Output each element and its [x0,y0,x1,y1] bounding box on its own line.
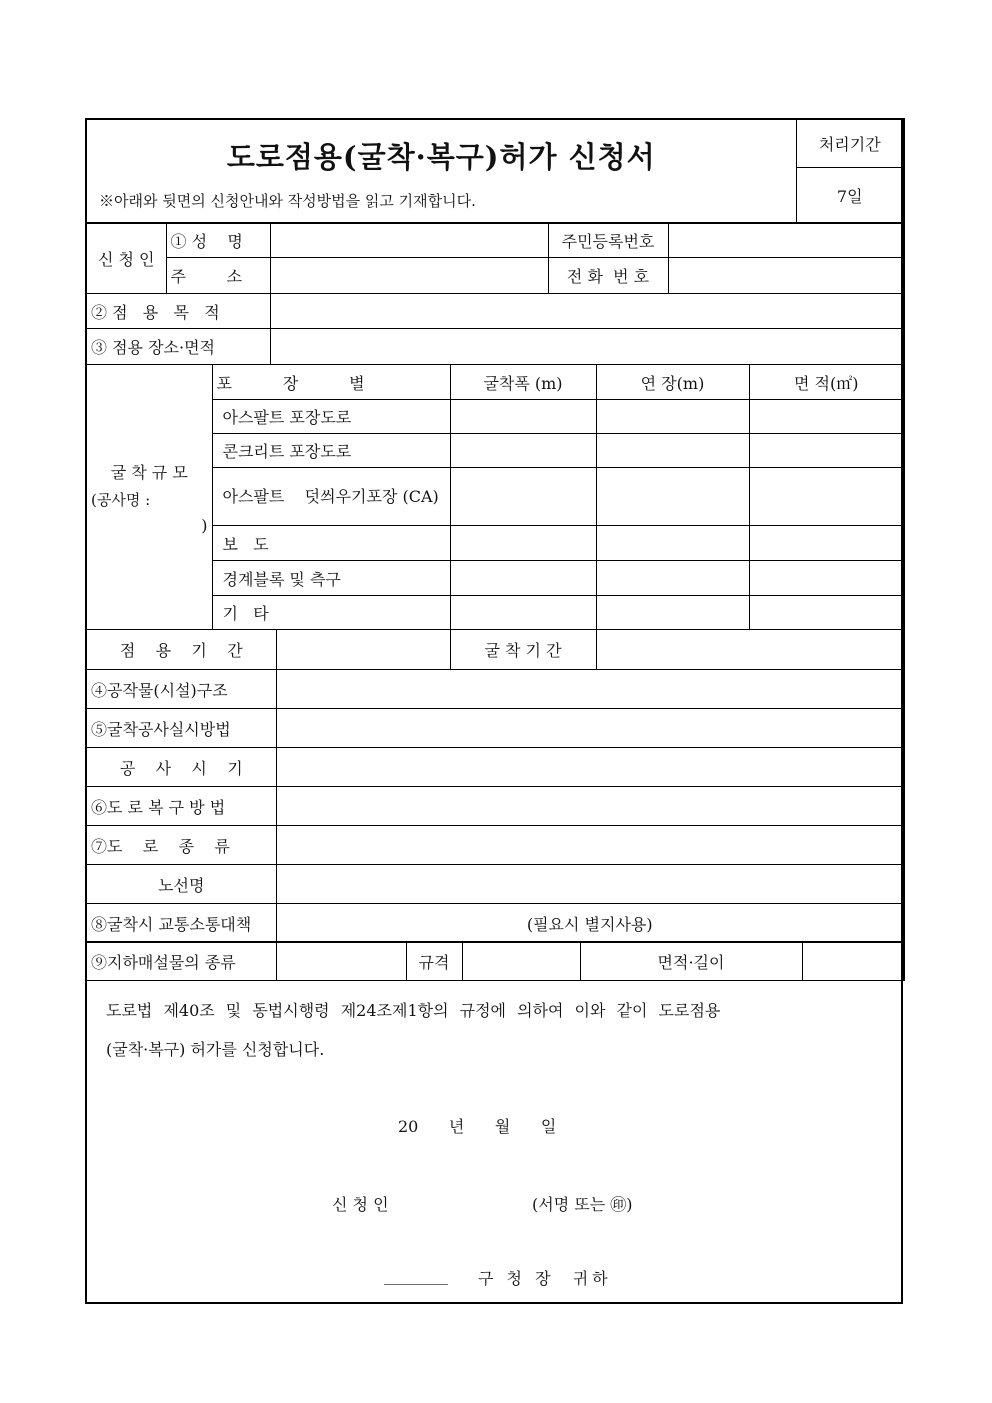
form-notice: ※아래와 뒷면의 신청안내와 작성방법을 읽고 기재합니다. [99,192,476,211]
width-cell[interactable] [450,434,596,468]
traffic-value[interactable]: (필요시 별지사용) [276,904,904,943]
form-title: 도로점용(굴착·복구)허가 신청서 [226,140,656,175]
area-length-field[interactable] [802,942,904,981]
method-input[interactable] [281,719,900,738]
applicant-table [85,222,905,365]
area-cell[interactable] [749,468,904,526]
length-cell[interactable] [596,561,749,596]
road-type-field[interactable] [276,826,904,865]
structure-input[interactable] [281,680,900,699]
area-length-input[interactable] [807,952,900,971]
district-blank[interactable]: ________ [384,1266,448,1285]
occupancy-period-input[interactable] [281,640,446,659]
structure-field[interactable] [276,670,904,709]
occupancy-period-label: 점 용 기 간 [86,630,276,670]
pavement-other: 기 타 [212,596,450,630]
header-cell [86,119,796,223]
spec-label: 규격 [406,942,462,981]
length-cell[interactable] [596,468,749,526]
length-cell[interactable] [596,526,749,561]
width-cell[interactable] [450,526,596,561]
length-cell[interactable] [596,400,749,434]
purpose-label: ② 점 용 목 적 [86,294,270,329]
area-cell[interactable] [749,561,904,596]
location-label: ③ 점용 장소·면적 [86,329,270,365]
processing-period-label: 처리기간 [796,119,904,167]
phone-field[interactable] [668,258,904,294]
width-cell[interactable] [450,561,596,596]
width-cell[interactable] [450,400,596,434]
project-name-label: (공사명 : [91,490,151,509]
spec-field[interactable] [462,942,580,981]
length-cell[interactable] [596,596,749,630]
utility-field[interactable] [276,942,406,981]
pavement-sidewalk: 보 도 [212,526,450,561]
area-cell[interactable] [749,400,904,434]
area-cell[interactable] [749,526,904,561]
rrn-label: 주민등록번호 [548,223,668,258]
utility-input[interactable] [281,952,402,971]
phone-input[interactable] [673,266,900,285]
address-label: 주 소 [166,258,270,294]
route-label: 노선명 [86,865,276,904]
details-table [85,629,905,943]
area-cell[interactable] [749,434,904,468]
length-header: 연 장(m) [596,365,749,400]
rrn-input[interactable] [673,231,900,250]
restore-input[interactable] [281,797,900,816]
excavation-table [85,364,905,630]
method-field[interactable] [276,709,904,748]
declaration-date: 20 년 월 일 [398,1117,557,1136]
road-type-input[interactable] [281,836,900,855]
pavement-overlay: 아스팔트 덧씌우기포장 (CA) [212,468,450,526]
pavement-curb: 경계블록 및 측구 [212,561,450,596]
addressee: 구 청 장 귀하 [478,1269,612,1288]
signature-label: (서명 또는 ㊞) [532,1195,633,1214]
purpose-field[interactable] [270,294,904,329]
declaration-line-2: (굴착·복구) 허가를 신청합니다. [106,1040,325,1059]
address-field[interactable] [270,258,548,294]
area-header: 면 적(㎡) [749,365,904,400]
purpose-input[interactable] [275,302,900,321]
route-input[interactable] [281,875,900,894]
route-field[interactable] [276,865,904,904]
utility-table [85,941,905,981]
structure-label: ④공작물(시설)구조 [86,670,276,709]
pavement-concrete: 콘크리트 포장도로 [212,434,450,468]
declaration-applicant: 신 청 인 [332,1195,389,1214]
width-cell[interactable] [450,596,596,630]
restore-label: ⑥도 로 복 구 방 법 [86,787,276,826]
length-cell[interactable] [596,434,749,468]
method-label: ⑤굴착공사실시방법 [86,709,276,748]
utility-label: ⑨지하매설물의 종류 [86,942,276,981]
excavation-group-label: 굴 착 규 모 [110,462,188,482]
excavation-period-label: 굴 착 기 간 [450,630,596,670]
pavement-header: 포 장 별 [212,365,450,400]
pavement-asphalt: 아스팔트 포장도로 [212,400,450,434]
traffic-label: ⑧굴착시 교통소통대책 [86,904,276,943]
name-input[interactable] [275,231,544,250]
processing-period-value: 7일 [796,167,904,223]
spec-input[interactable] [467,952,576,971]
width-header: 굴착폭 (m) [450,365,596,400]
width-cell[interactable] [450,468,596,526]
excavation-period-input[interactable] [601,640,900,659]
excavation-group-cell [86,365,212,630]
timing-input[interactable] [281,758,900,777]
occupancy-period-field[interactable] [276,630,450,670]
timing-field[interactable] [276,748,904,787]
declaration-line-1: 도로법 제40조 및 동법시행령 제24조제1항의 규정에 의하여 이와 같이 도로점용 [106,1001,721,1020]
location-input[interactable] [275,337,900,356]
restore-field[interactable] [276,787,904,826]
phone-label: 전 화 번 호 [548,258,668,294]
applicant-group-label: 신 청 인 [86,223,166,294]
area-cell[interactable] [749,596,904,630]
location-field[interactable] [270,329,904,365]
project-name-close: ) [201,515,208,535]
name-field[interactable] [270,223,548,258]
excavation-period-field[interactable] [596,630,904,670]
name-label: ① 성 명 [166,223,270,258]
rrn-field[interactable] [668,223,904,258]
area-length-label: 면적·길이 [580,942,802,981]
header-table [85,118,905,224]
road-type-label: ⑦도 로 종 류 [86,826,276,865]
timing-label: 공 사 시 기 [86,748,276,787]
address-input[interactable] [275,266,544,285]
